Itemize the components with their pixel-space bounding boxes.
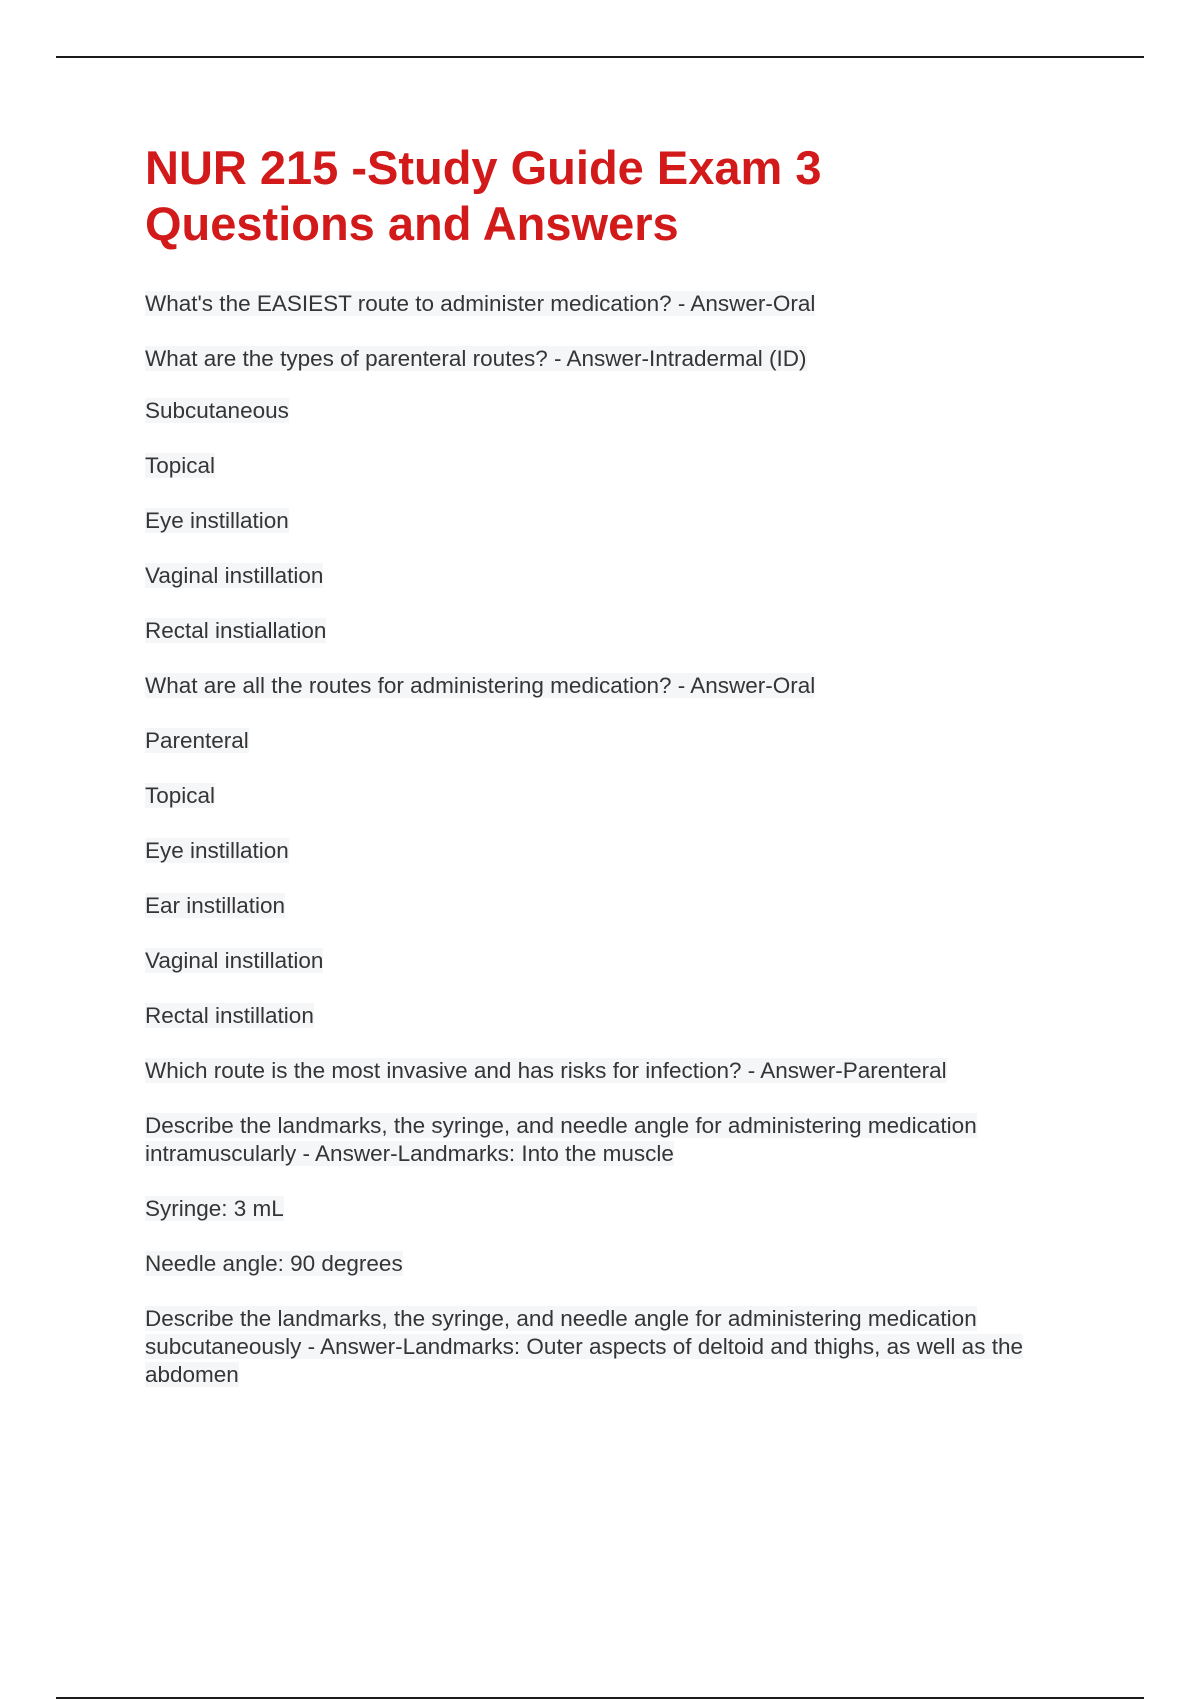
answer-line: Rectal instiallation (145, 618, 327, 643)
answer-line: Eye instillation (145, 508, 289, 533)
qa-entry: Describe the landmarks, the syringe, and needle angle for administering medication intramuscularly - Answer-Landmarks: Into the muscle (145, 1113, 977, 1166)
qa-entry: Describe the landmarks, the syringe, and needle angle for administering medication subcutaneously - Answer-Landmarks: Outer aspects of deltoid and thighs, as well as the abdomen (145, 1306, 1023, 1387)
qa-list (145, 290, 1065, 1389)
answer-line: Topical (145, 453, 216, 478)
answer-line: Ear instillation (145, 893, 286, 918)
answer-line: Vaginal instillation (145, 563, 324, 588)
answer-line: Parenteral (145, 728, 249, 753)
answer-line: Subcutaneous (145, 398, 289, 423)
answer-line: Eye instillation (145, 838, 289, 863)
answer-line: Topical (145, 783, 216, 808)
footer-rule (56, 1697, 1144, 1699)
answer-line: Vaginal instillation (145, 948, 324, 973)
title-line-1: NUR 215 -Study Guide Exam 3 (145, 141, 822, 194)
answer-line: Needle angle: 90 degrees (145, 1251, 403, 1276)
document-title (145, 140, 925, 252)
qa-entry: What's the EASIEST route to administer medication? - Answer-Oral (145, 291, 816, 316)
answer-line: Rectal instillation (145, 1003, 314, 1028)
header-rule (56, 56, 1144, 58)
answer-line: Syringe: 3 mL (145, 1196, 284, 1221)
qa-entry: Which route is the most invasive and has risks for infection? - Answer-Parenteral (145, 1058, 947, 1083)
qa-entry: What are the types of parenteral routes? - Answer-Intradermal (ID) (145, 346, 807, 371)
title-line-2: Questions and Answers (145, 197, 679, 250)
document-body (145, 140, 1065, 1416)
qa-entry: What are all the routes for administering medication? - Answer-Oral (145, 673, 816, 698)
